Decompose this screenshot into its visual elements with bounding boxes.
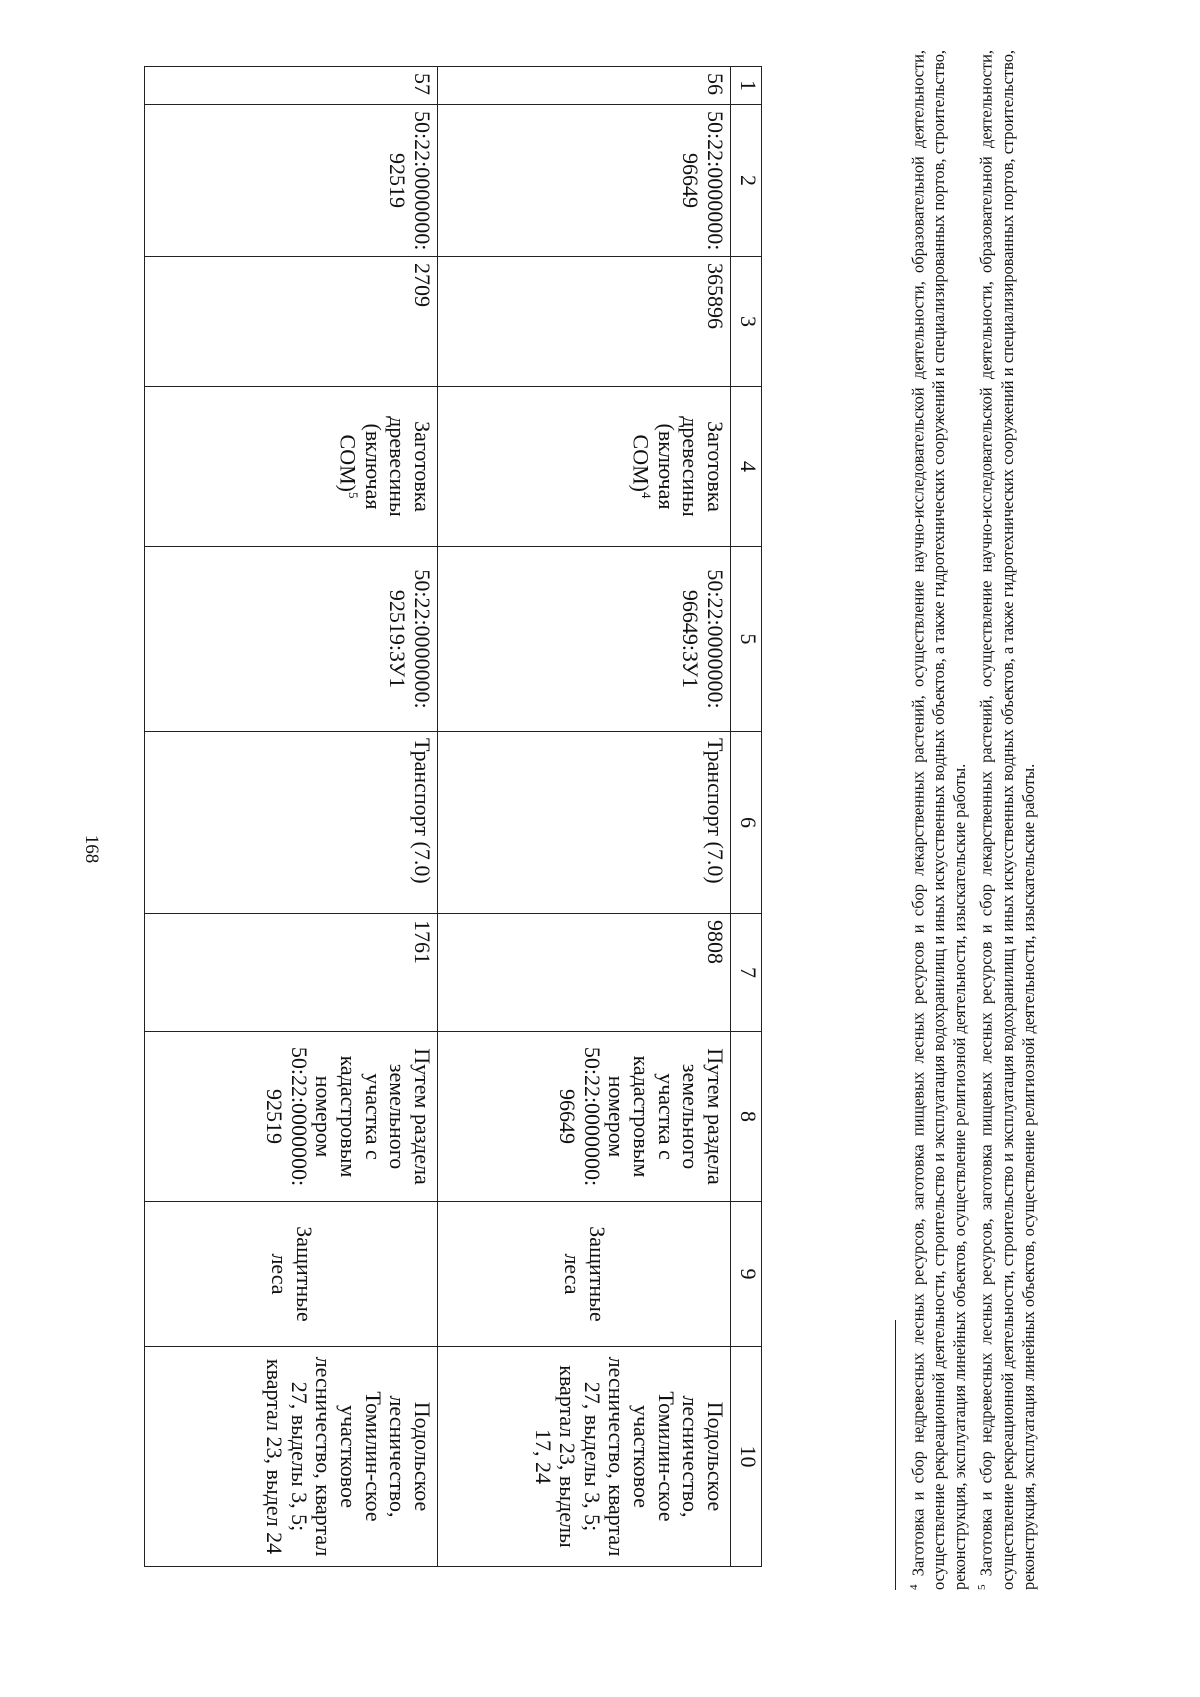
footnote-4 [904,50,970,1590]
table-row [438,67,731,1567]
col-header-6: 6 [731,732,762,914]
register-table [144,66,762,1567]
usage-cell [438,387,731,547]
register-table-container [122,66,762,1566]
forest-category-cell: Защитные леса [438,1202,731,1347]
forestry-location-cell: Подольское лесничество, Томилин-ское участковое лесничество, квартал 27, выделы 3, 5; квартал 23, выдел 24 [145,1347,438,1567]
footnote-5 [972,50,1038,1590]
footnote-text: Заготовка и сбор недревесных лесных ресурсов, заготовка пищевых лесных ресурсов и сбор лекарственных растений, осуществление научно-исследовательской деятельности, образовательной деятельности, осуществление рекреационной деятельности, строительство и эксплуатация водохранилищ и иных искусственных водных объектов, а также гидротехнических сооружений и специализированных портов, строительство, реконструкция, эксплуатация линейных объектов, осуществление религиозной деятельности, изыскательские работы. [976,50,1038,1590]
col-header-9: 9 [731,1202,762,1347]
usage-text: Заготовка древесины (включая СОМ) [335,416,435,517]
row-number: 56 [438,67,731,105]
formation-method-cell: Путем раздела земельного участка с кадастровым номером 50:22:0000000: 92519 [145,1032,438,1202]
usage-text: Заготовка древесины (включая СОМ) [628,416,728,517]
plot-area-cell: 9808 [438,914,731,1032]
footnote-text: Заготовка и сбор недревесных лесных ресурсов, заготовка пищевых лесных ресурсов и сбор лекарственных растений, осуществление научно-исследовательской деятельности, образовательной деятельности, осуществление рекреационной деятельности, строительство и эксплуатация водохранилищ и иных искусственных водных объектов, а также гидротехнических сооружений и специализированных портов, строительство, реконструкция, эксплуатация линейных объектов, осуществление религиозной деятельности, изыскательские работы. [908,50,970,1590]
footnote-mark: 4 [908,1584,920,1590]
forestry-location-cell: Подольское лесничество, Томилин-ское участковое лесничество, квартал 27, выделы 3, 5; квартал 23, выделы 17, 24 [438,1347,731,1567]
cadastral-number-cell: 50:22:0000000: 92519 [145,105,438,257]
category-cell: Транспорт (7.0) [145,732,438,914]
cadastral-number-cell: 50:22:0000000: 96649 [438,105,731,257]
new-plot-number-cell: 50:22:0000000: 96649:ЗУ1 [438,547,731,732]
category-cell: Транспорт (7.0) [438,732,731,914]
table-row [145,67,438,1567]
usage-cell [145,387,438,547]
area-cell: 365896 [438,257,731,387]
area-cell: 2709 [145,257,438,387]
forest-category-cell: Защитные леса [145,1202,438,1347]
col-header-2: 2 [731,105,762,257]
col-header-7: 7 [731,914,762,1032]
page-number: 168 [81,834,102,864]
plot-area-cell: 1761 [145,914,438,1032]
footnotes-block [895,50,1135,1590]
col-header-3: 3 [731,257,762,387]
new-plot-number-cell: 50:22:0000000: 92519:ЗУ1 [145,547,438,732]
row-number: 57 [145,67,438,105]
footnote-mark: 4 [639,491,655,499]
col-header-10: 10 [731,1347,762,1567]
col-header-4: 4 [731,387,762,547]
footnote-mark: 5 [346,491,362,499]
col-header-8: 8 [731,1032,762,1202]
col-header-5: 5 [731,547,762,732]
footnote-separator [895,1320,896,1590]
footnote-mark: 5 [976,1584,989,1590]
formation-method-cell: Путем раздела земельного участка с кадастровым номером 50:22:0000000: 96649 [438,1032,731,1202]
header-row [731,67,762,1567]
col-header-1: 1 [731,67,762,105]
